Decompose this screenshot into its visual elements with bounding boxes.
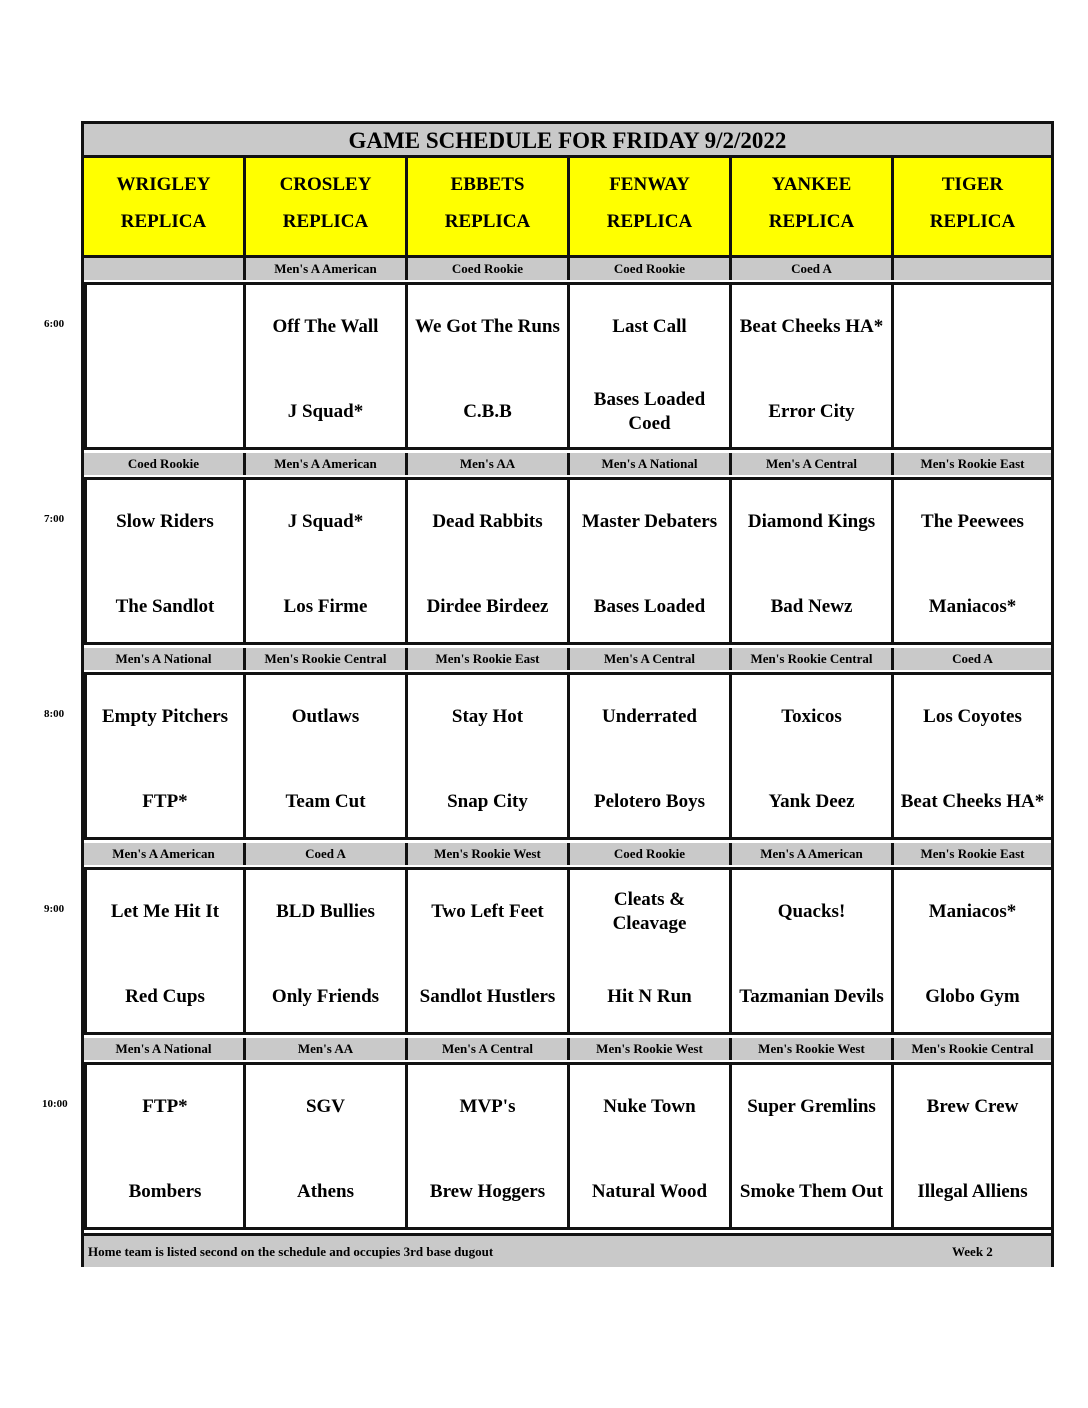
away-team: MVP's: [459, 1096, 516, 1117]
game-cell: [732, 672, 894, 840]
away-team: Off The Wall: [272, 316, 379, 337]
division-label: Coed Rookie: [408, 258, 570, 280]
division-label: Men's A American: [732, 843, 894, 865]
division-label: Men's Rookie West: [570, 1038, 732, 1060]
field-name: EBBETS: [450, 174, 525, 195]
home-team: FTP*: [142, 791, 188, 812]
division-label: Coed Rookie: [570, 258, 732, 280]
home-team: Hit N Run: [607, 986, 692, 1007]
field-header-1: [246, 158, 408, 258]
game-cell: [246, 477, 408, 645]
home-team: Bombers: [128, 1181, 202, 1202]
division-label: Coed A: [732, 258, 894, 280]
away-team: Master Debaters: [581, 511, 718, 532]
away-team: J Squad*: [287, 511, 364, 532]
game-cell: [246, 282, 408, 450]
away-team: The Peewees: [921, 511, 1024, 532]
home-team: Brew Hoggers: [429, 1181, 546, 1202]
field-subtitle: REPLICA: [606, 211, 693, 232]
away-team: FTP*: [142, 1096, 188, 1117]
field-name: WRIGLEY: [116, 174, 211, 195]
time-label: 9:00: [44, 903, 65, 915]
field-subtitle: REPLICA: [768, 211, 855, 232]
game-cell: [894, 672, 1051, 840]
division-label: Men's A Central: [570, 648, 732, 670]
game-cell: [408, 672, 570, 840]
away-team: Dead Rabbits: [432, 511, 543, 532]
game-cell: [894, 867, 1051, 1035]
field-header-3: [570, 158, 732, 258]
away-team: Outlaws: [291, 706, 360, 727]
division-label: Men's AA: [408, 453, 570, 475]
home-team: Athens: [296, 1181, 354, 1202]
field-subtitle: REPLICA: [929, 211, 1016, 232]
field-subtitle: REPLICA: [282, 211, 369, 232]
game-cell: [84, 672, 246, 840]
schedule-sheet: [81, 121, 1054, 1267]
field-subtitle: REPLICA: [444, 211, 531, 232]
game-cell: [732, 477, 894, 645]
field-header-4: [732, 158, 894, 258]
home-team: The Sandlot: [115, 596, 215, 617]
game-cell: [570, 477, 732, 645]
division-label: Men's Rookie East: [894, 843, 1051, 865]
home-team: Beat Cheeks HA*: [900, 791, 1045, 812]
division-label: Men's A Central: [732, 453, 894, 475]
away-team: Diamond Kings: [747, 511, 876, 532]
division-label: Men's Rookie East: [894, 453, 1051, 475]
division-label: Coed A: [894, 648, 1051, 670]
home-team: Bad Newz: [770, 596, 853, 617]
division-label: [894, 258, 1051, 280]
division-label: Men's A Central: [408, 1038, 570, 1060]
game-cell: [408, 867, 570, 1035]
game-cell: [570, 1062, 732, 1230]
division-label: Coed Rookie: [570, 843, 732, 865]
division-label: Men's A National: [570, 453, 732, 475]
away-team: Stay Hot: [451, 706, 524, 727]
division-label: Men's Rookie Central: [894, 1038, 1051, 1060]
time-label: 7:00: [44, 513, 65, 525]
game-cell: [570, 672, 732, 840]
division-label: Men's Rookie West: [732, 1038, 894, 1060]
game-cell: [84, 867, 246, 1035]
game-cell: [894, 1062, 1051, 1230]
game-cell: [246, 1062, 408, 1230]
home-team: Yank Deez: [768, 791, 855, 812]
home-team: Maniacos*: [928, 596, 1017, 617]
game-cell: [732, 282, 894, 450]
game-cell: [732, 1062, 894, 1230]
game-cell: [408, 1062, 570, 1230]
home-team: Smoke Them Out: [739, 1181, 884, 1202]
away-team: Two Left Feet: [431, 901, 544, 922]
division-label: Men's AA: [246, 1038, 408, 1060]
game-cell: [246, 672, 408, 840]
home-team: Bases Loaded Coed: [593, 389, 706, 434]
away-team: Super Gremlins: [747, 1096, 876, 1117]
away-team: Underrated: [602, 706, 697, 727]
field-header-0: [84, 158, 246, 258]
division-label: Men's A American: [246, 453, 408, 475]
away-team: Slow Riders: [116, 511, 214, 532]
game-cell: [408, 477, 570, 645]
field-header-5: [894, 158, 1051, 258]
division-label: Coed Rookie: [84, 453, 246, 475]
game-cell: [246, 867, 408, 1035]
away-team: Brew Crew: [926, 1096, 1019, 1117]
footer-note: Home team is listed second on the schedule and occupies 3rd base dugout: [88, 1244, 494, 1259]
field-header-2: [408, 158, 570, 258]
away-team: Nuke Town: [603, 1096, 696, 1117]
home-team: Globo Gym: [925, 986, 1020, 1007]
away-team: BLD Bullies: [276, 901, 375, 922]
home-team: Sandlot Hustlers: [419, 986, 556, 1007]
away-team: Quacks!: [777, 901, 846, 922]
home-team: Red Cups: [125, 986, 205, 1007]
game-cell: [894, 477, 1051, 645]
home-team: Bases Loaded: [593, 596, 706, 617]
division-label: [84, 258, 246, 280]
division-label: Coed A: [246, 843, 408, 865]
away-team: Cleats & Cleavage: [612, 889, 687, 934]
game-cell: [570, 867, 732, 1035]
game-cell: [894, 282, 1051, 450]
game-cell: [84, 282, 246, 450]
away-team: Maniacos*: [928, 901, 1017, 922]
field-name: YANKEE: [771, 174, 852, 195]
division-label: Men's A American: [246, 258, 408, 280]
schedule-footer: [84, 1233, 1051, 1267]
field-name: TIGER: [941, 174, 1004, 195]
division-label: Men's A American: [84, 843, 246, 865]
home-team: Team Cut: [285, 791, 366, 812]
away-team: Empty Pitchers: [101, 706, 229, 727]
schedule-title: GAME SCHEDULE FOR FRIDAY 9/2/2022: [84, 124, 1051, 158]
home-team: Pelotero Boys: [594, 791, 705, 812]
division-label: Men's A National: [84, 1038, 246, 1060]
division-label: Men's Rookie Central: [246, 648, 408, 670]
field-name: FENWAY: [609, 174, 690, 195]
field-name: CROSLEY: [279, 174, 372, 195]
away-team: Last Call: [612, 316, 687, 337]
away-team: Beat Cheeks HA*: [739, 316, 884, 337]
game-cell: [408, 282, 570, 450]
time-label: 8:00: [44, 708, 65, 720]
game-cell: [84, 1062, 246, 1230]
time-label: 10:00: [42, 1098, 68, 1110]
home-team: Tazmanian Devils: [739, 986, 884, 1007]
division-label: Men's Rookie East: [408, 648, 570, 670]
away-team: Los Coyotes: [923, 706, 1022, 727]
home-team: C.B.B: [463, 401, 512, 422]
away-team: We Got The Runs: [415, 316, 560, 337]
week-label: Week 2: [952, 1244, 993, 1259]
home-team: J Squad*: [287, 401, 364, 422]
home-team: Los Firme: [283, 596, 368, 617]
home-team: Only Friends: [271, 986, 380, 1007]
division-label: Men's Rookie Central: [732, 648, 894, 670]
away-team: SGV: [305, 1096, 346, 1117]
division-label: Men's Rookie West: [408, 843, 570, 865]
time-label: 6:00: [44, 318, 65, 330]
away-team: Toxicos: [781, 706, 842, 727]
division-label: Men's A National: [84, 648, 246, 670]
home-team: Snap City: [447, 791, 528, 812]
game-cell: [570, 282, 732, 450]
home-team: Illegal Alliens: [917, 1181, 1028, 1202]
away-team: Let Me Hit It: [110, 901, 220, 922]
game-cell: [732, 867, 894, 1035]
home-team: Error City: [768, 401, 855, 422]
home-team: Dirdee Birdeez: [426, 596, 549, 617]
game-cell: [84, 477, 246, 645]
field-subtitle: REPLICA: [120, 211, 207, 232]
home-team: Natural Wood: [591, 1181, 708, 1202]
